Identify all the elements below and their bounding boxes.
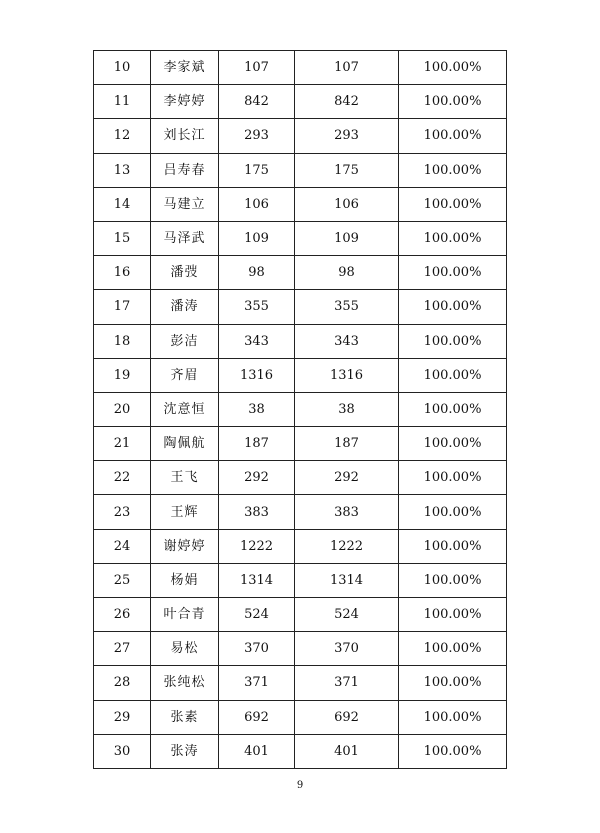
name-cell: 王飞 (151, 461, 219, 495)
row-number-cell: 17 (94, 290, 151, 324)
name-cell: 张涛 (151, 734, 219, 768)
table-row (94, 495, 507, 529)
table-row (94, 529, 507, 563)
completed-cell: 109 (295, 221, 399, 255)
name-cell: 李婷婷 (151, 85, 219, 119)
table-row (94, 324, 507, 358)
row-number-cell: 23 (94, 495, 151, 529)
completed-cell: 187 (295, 427, 399, 461)
rate-cell: 100.00% (399, 119, 507, 153)
count-cell: 109 (219, 221, 295, 255)
data-table (93, 50, 507, 769)
name-cell: 彭洁 (151, 324, 219, 358)
rate-cell: 100.00% (399, 51, 507, 85)
row-number-cell: 26 (94, 598, 151, 632)
name-cell: 李家斌 (151, 51, 219, 85)
count-cell: 383 (219, 495, 295, 529)
rate-cell: 100.00% (399, 221, 507, 255)
rate-cell: 100.00% (399, 187, 507, 221)
name-cell: 马建立 (151, 187, 219, 221)
count-cell: 343 (219, 324, 295, 358)
table-row (94, 119, 507, 153)
row-number-cell: 11 (94, 85, 151, 119)
count-cell: 1316 (219, 358, 295, 392)
table-row (94, 392, 507, 426)
rate-cell: 100.00% (399, 700, 507, 734)
completed-cell: 370 (295, 632, 399, 666)
name-cell: 张纯松 (151, 666, 219, 700)
rate-cell: 100.00% (399, 290, 507, 324)
completed-cell: 355 (295, 290, 399, 324)
table-row (94, 427, 507, 461)
rate-cell: 100.00% (399, 598, 507, 632)
rate-cell: 100.00% (399, 427, 507, 461)
row-number-cell: 13 (94, 153, 151, 187)
completed-cell: 292 (295, 461, 399, 495)
name-cell: 刘长江 (151, 119, 219, 153)
count-cell: 293 (219, 119, 295, 153)
table-row (94, 51, 507, 85)
table-row (94, 632, 507, 666)
rate-cell: 100.00% (399, 495, 507, 529)
completed-cell: 371 (295, 666, 399, 700)
row-number-cell: 18 (94, 324, 151, 358)
completed-cell: 38 (295, 392, 399, 426)
count-cell: 107 (219, 51, 295, 85)
name-cell: 沈意恒 (151, 392, 219, 426)
count-cell: 175 (219, 153, 295, 187)
name-cell: 潘弢 (151, 256, 219, 290)
name-cell: 潘涛 (151, 290, 219, 324)
page-number: 9 (296, 780, 304, 791)
row-number-cell: 28 (94, 666, 151, 700)
row-number-cell: 16 (94, 256, 151, 290)
rate-cell: 100.00% (399, 392, 507, 426)
count-cell: 1314 (219, 563, 295, 597)
completed-cell: 343 (295, 324, 399, 358)
row-number-cell: 12 (94, 119, 151, 153)
count-cell: 842 (219, 85, 295, 119)
table-row (94, 290, 507, 324)
table-row (94, 700, 507, 734)
row-number-cell: 21 (94, 427, 151, 461)
row-number-cell: 15 (94, 221, 151, 255)
row-number-cell: 24 (94, 529, 151, 563)
rate-cell: 100.00% (399, 85, 507, 119)
completed-cell: 383 (295, 495, 399, 529)
table-row (94, 256, 507, 290)
count-cell: 370 (219, 632, 295, 666)
table-row (94, 461, 507, 495)
row-number-cell: 10 (94, 51, 151, 85)
table-row (94, 221, 507, 255)
name-cell: 齐眉 (151, 358, 219, 392)
completed-cell: 1314 (295, 563, 399, 597)
count-cell: 524 (219, 598, 295, 632)
completed-cell: 107 (295, 51, 399, 85)
rate-cell: 100.00% (399, 734, 507, 768)
completed-cell: 293 (295, 119, 399, 153)
completed-cell: 98 (295, 256, 399, 290)
table-row (94, 666, 507, 700)
completed-cell: 401 (295, 734, 399, 768)
count-cell: 38 (219, 392, 295, 426)
name-cell: 王辉 (151, 495, 219, 529)
row-number-cell: 25 (94, 563, 151, 597)
count-cell: 355 (219, 290, 295, 324)
name-cell: 杨娟 (151, 563, 219, 597)
name-cell: 马泽武 (151, 221, 219, 255)
rate-cell: 100.00% (399, 666, 507, 700)
completed-cell: 1222 (295, 529, 399, 563)
count-cell: 187 (219, 427, 295, 461)
completed-cell: 842 (295, 85, 399, 119)
completed-cell: 106 (295, 187, 399, 221)
row-number-cell: 22 (94, 461, 151, 495)
rate-cell: 100.00% (399, 563, 507, 597)
rate-cell: 100.00% (399, 324, 507, 358)
name-cell: 吕寿春 (151, 153, 219, 187)
name-cell: 易松 (151, 632, 219, 666)
rate-cell: 100.00% (399, 461, 507, 495)
rate-cell: 100.00% (399, 632, 507, 666)
rate-cell: 100.00% (399, 256, 507, 290)
table-row (94, 187, 507, 221)
completed-cell: 692 (295, 700, 399, 734)
table-row (94, 153, 507, 187)
name-cell: 陶佩航 (151, 427, 219, 461)
completed-cell: 1316 (295, 358, 399, 392)
table-row (94, 358, 507, 392)
count-cell: 292 (219, 461, 295, 495)
row-number-cell: 27 (94, 632, 151, 666)
table-row (94, 85, 507, 119)
row-number-cell: 19 (94, 358, 151, 392)
row-number-cell: 30 (94, 734, 151, 768)
row-number-cell: 14 (94, 187, 151, 221)
table-row (94, 734, 507, 768)
count-cell: 106 (219, 187, 295, 221)
rate-cell: 100.00% (399, 358, 507, 392)
count-cell: 98 (219, 256, 295, 290)
count-cell: 371 (219, 666, 295, 700)
count-cell: 1222 (219, 529, 295, 563)
count-cell: 401 (219, 734, 295, 768)
name-cell: 谢婷婷 (151, 529, 219, 563)
count-cell: 692 (219, 700, 295, 734)
row-number-cell: 29 (94, 700, 151, 734)
completed-cell: 524 (295, 598, 399, 632)
completed-cell: 175 (295, 153, 399, 187)
table-body (94, 51, 507, 769)
name-cell: 叶合青 (151, 598, 219, 632)
name-cell: 张素 (151, 700, 219, 734)
table-row (94, 563, 507, 597)
rate-cell: 100.00% (399, 529, 507, 563)
rate-cell: 100.00% (399, 153, 507, 187)
row-number-cell: 20 (94, 392, 151, 426)
table-row (94, 598, 507, 632)
